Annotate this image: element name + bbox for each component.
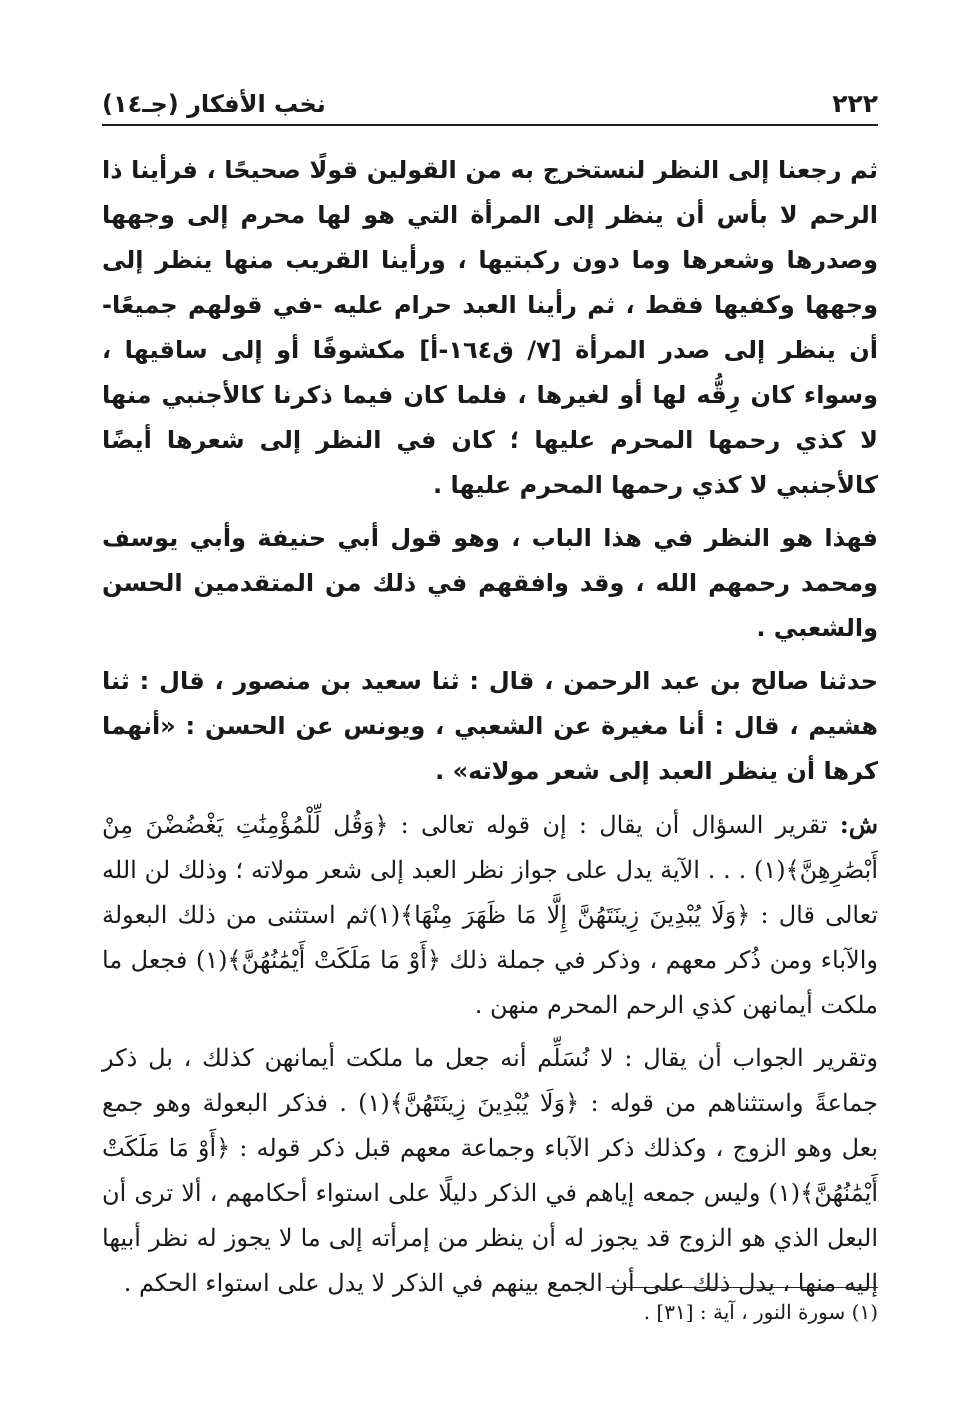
main-text bbox=[102, 148, 878, 1314]
footnote-divider bbox=[606, 1287, 878, 1288]
commentary-marker: ش: bbox=[839, 810, 878, 839]
page-number: ٢٢٢ bbox=[832, 89, 878, 118]
page-header bbox=[102, 80, 878, 126]
paragraph-4 bbox=[102, 802, 878, 1028]
paragraph-5: وتقرير الجواب أن يقال : لا نُسَلِّم أنه جعل ما ملكت أيمانهن كذلك ، بل ذكر جماعةً واستثناهم من قوله : ﴿وَلَا يُبْدِينَ زِينَتَهُنَّ﴾(١) . فذكر البعولة وهو جمع بعل وهو الزوج ، وكذلك ذكر الآباء وجماعة معهم قبل ذكر قوله : ﴿أَوْ مَا مَلَكَتْ أَيْمَٰنُهُنَّ﴾(١) وليس جمعه إياهم في الذكر دليلًا على استواء أحكامهم ، ألا ترى أن البعل الذي هو الزوج قد يجوز له أن ينظر من إمرأته إلى ما لا يجوز له نظر أبيها إليه منها ، يدل ذلك على أن الجمع بينهم في الذكر لا يدل على استواء الحكم . bbox=[102, 1044, 879, 1297]
paragraph-2: فهذا هو النظر في هذا الباب ، وهو قول أبي حنيفة وأبي يوسف ومحمد رحمهم الله ، وقد وافقهم في ذلك من المتقدمين الحسن والشعبي . bbox=[102, 524, 878, 642]
paragraph-3: حدثنا صالح بن عبد الرحمن ، قال : ثنا سعيد بن منصور ، قال : ثنا هشيم ، قال : أنا مغيرة عن الشعبي ، ويونس عن الحسن : «أنهما كرها أن ينظر العبد إلى شعر مولاته» . bbox=[102, 667, 878, 785]
running-title: نخب الأفكار (جـ١٤) bbox=[102, 90, 326, 118]
paragraph-1: ثم رجعنا إلى النظر لنستخرج به من القولين قولًا صحيحًا ، فرأينا ذا الرحم لا بأس أن ينظر إلى المرأة التي هو لها محرم إلى وجهها وصدرها وشعرها وما دون ركبتيها ، ورأينا القريب منها ينظر إلى وجهها وكفيها فقط ، ثم رأينا العبد حرام عليه -في قولهم جميعًا- أن ينظر إلى صدر المرأة [٧/ ق١٦٤-أ] مكشوفًا أو إلى ساقيها ، وسواء كان رِقُّه لها أو لغيرها ، فلما كان فيما ذكرنا كالأجنبي منها لا كذي رحمها المحرم عليها ؛ كان في النظر إلى شعرها أيضًا كالأجنبي لا كذي رحمها المحرم عليها . bbox=[102, 156, 878, 499]
footnote: (١) سورة النور ، آية : [٣١] . bbox=[643, 1300, 878, 1324]
paragraph-4-text: تقرير السؤال أن يقال : إن قوله تعالى : ﴿وَقُل لِّلْمُؤْمِنَٰتِ يَغْضُضْنَ مِنْ أَبْصَٰرِهِنَّ﴾(١) . . . الآية يدل على جواز نظر العبد إلى شعر مولاته ؛ وذلك لن الله تعالى قال : ﴿وَلَا يُبْدِينَ زِينَتَهُنَّ إِلَّا مَا ظَهَرَ مِنْهَا﴾(١)ثم استثنى من ذلك البعولة والآباء ومن ذُكر معهم ، وذكر في جملة ذلك ﴿أَوْ مَا مَلَكَتْ أَيْمَٰنُهُنَّ﴾(١) فجعل ما ملكت أيمانهن كذي الرحم المحرم منهن . bbox=[102, 811, 879, 1019]
